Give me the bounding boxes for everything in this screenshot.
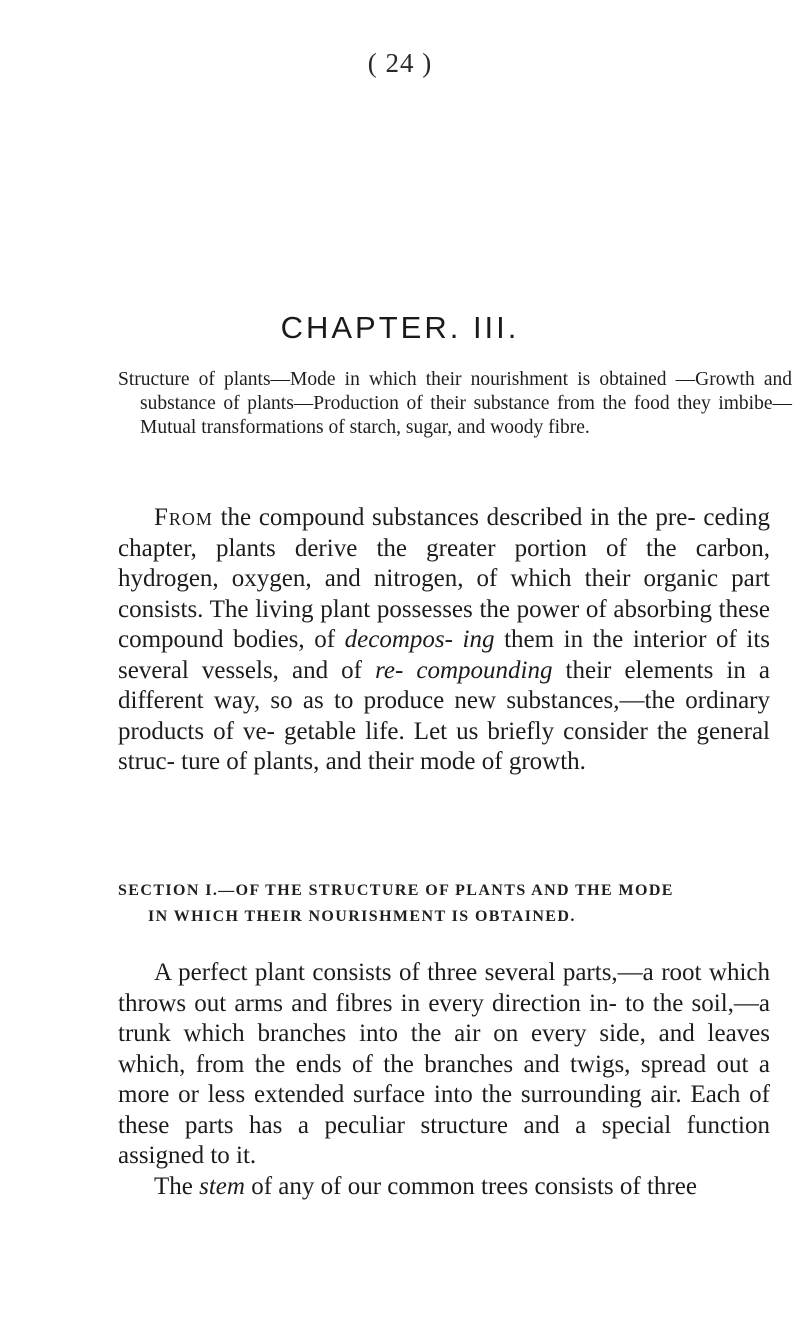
page-number: ( 24 ) xyxy=(367,48,433,78)
section-heading xyxy=(118,878,770,930)
paragraph-stem xyxy=(118,1172,770,1203)
italic-term: re- compounding xyxy=(375,656,553,684)
section-heading-line-2: IN WHICH THEIR NOURISHMENT IS OBTAINED. xyxy=(148,908,576,925)
paragraph-text: their elements in a different way, so as to produce new substances,—the ordinary products of ve- getable life. Let us briefly consider the general struc- ture of plants, and their mode of growth. xyxy=(118,656,770,775)
section-heading-line-1: SECTION I.—OF THE STRUCTURE OF PLANTS AND THE MODE xyxy=(118,882,674,899)
paragraph-text: the compound substances described in the pre- ceding chapter, plants derive the greater portion of the carbon, hydrogen, oxygen, and nitrogen, of which their organic part consists. The living plant possesses the power of absorbing these compound bodies, of xyxy=(118,504,770,653)
first-word: From xyxy=(154,504,213,531)
paragraph-plant-parts: A perfect plant consists of three several parts,—a root which throws out arms and fibres in every direction in- to the soil,—a trunk which branches into the air on every side, and leaves which, from the ends of the branches and twigs, spread out a more or less extended surface into the surrounding air. Each of these parts has a peculiar structure and a special function assigned to it. xyxy=(118,959,770,1169)
italic-term: decompos- ing xyxy=(344,626,495,653)
chapter-heading: CHAPTER. III. xyxy=(280,310,520,345)
paragraph-text: The xyxy=(154,1173,200,1200)
paragraph-text: them in the interior of its several vessels, and of xyxy=(118,626,771,684)
italic-term: stem xyxy=(199,1173,245,1200)
chapter-summary: Structure of plants—Mode in which their nourishment is obtained —Growth and substance of plants—Production of their substance from the food they imbibe—Mutual transformations of starch, sugar, and woody fibre. xyxy=(118,369,792,438)
paragraph-text: of any of our common trees consists of three xyxy=(244,1173,697,1200)
paragraph-introduction xyxy=(118,503,770,778)
